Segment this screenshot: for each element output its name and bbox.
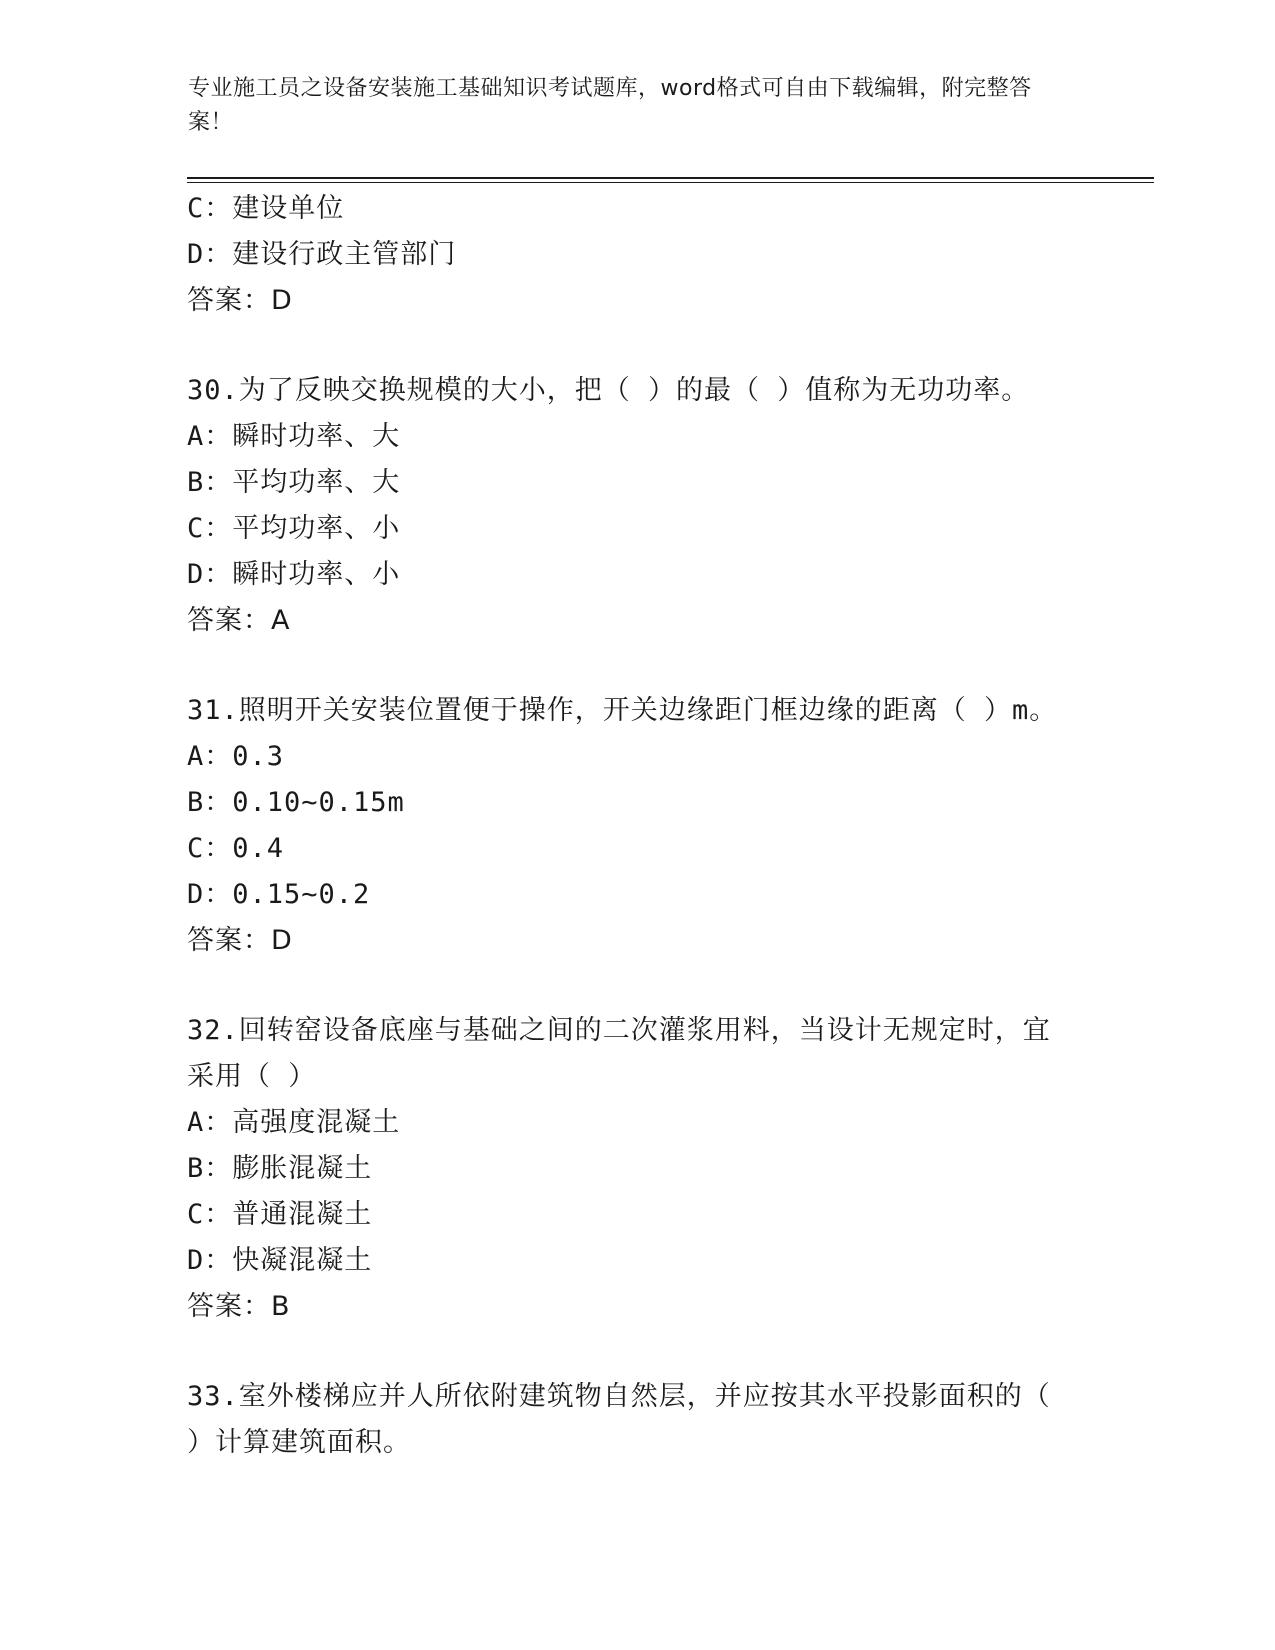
header-rule-thin <box>187 182 1154 183</box>
question-block-31 <box>187 688 1087 964</box>
question-block-30 <box>187 368 1087 644</box>
spacer <box>187 644 1087 688</box>
document-header: 专业施工员之设备安装施工基础知识考试题库，word格式可自由下载编辑，附完整答案！ <box>188 76 1032 135</box>
question-block-prev <box>187 186 1087 324</box>
spacer <box>187 324 1087 368</box>
option-a: A：瞬时功率、大 <box>187 421 401 452</box>
spacer <box>187 964 1087 1008</box>
answer-line: 答案：D <box>187 925 293 956</box>
question-list <box>187 186 1087 1466</box>
option-d: D：建设行政主管部门 <box>187 239 457 270</box>
question-text: 32.回转窑设备底座与基础之间的二次灌浆用料，当设计无规定时，宜采用（ ） <box>187 1015 1051 1092</box>
option-c: C：普通混凝土 <box>187 1199 373 1230</box>
option-d: D：0.15~0.2 <box>187 879 371 910</box>
question-block-33 <box>187 1374 1087 1466</box>
option-b: B：平均功率、大 <box>187 467 401 498</box>
question-text: 33.室外楼梯应并人所依附建筑物自然层，并应按其水平投影面积的（ ）计算建筑面积。 <box>187 1381 1051 1458</box>
question-text: 30.为了反映交换规模的大小，把（ ）的最（ ）值称为无功功率。 <box>187 375 1030 406</box>
option-c: C：建设单位 <box>187 193 345 224</box>
answer-line: 答案：D <box>187 285 293 316</box>
option-d: D：瞬时功率、小 <box>187 559 401 590</box>
option-a: A：高强度混凝土 <box>187 1107 401 1138</box>
option-d: D：快凝混凝土 <box>187 1245 373 1276</box>
option-a: A：0.3 <box>187 741 285 772</box>
header-rule-thick <box>187 177 1154 179</box>
option-c: C：0.4 <box>187 833 285 864</box>
option-b: B：膨胀混凝土 <box>187 1153 373 1184</box>
question-text: 31.照明开关安装位置便于操作，开关边缘距门框边缘的距离（ ）m。 <box>187 695 1058 726</box>
question-block-32 <box>187 1008 1087 1330</box>
answer-line: 答案：A <box>187 605 291 636</box>
answer-line: 答案：B <box>187 1291 291 1322</box>
spacer <box>187 1330 1087 1374</box>
option-c: C：平均功率、小 <box>187 513 401 544</box>
option-b: B：0.10~0.15m <box>187 787 405 818</box>
